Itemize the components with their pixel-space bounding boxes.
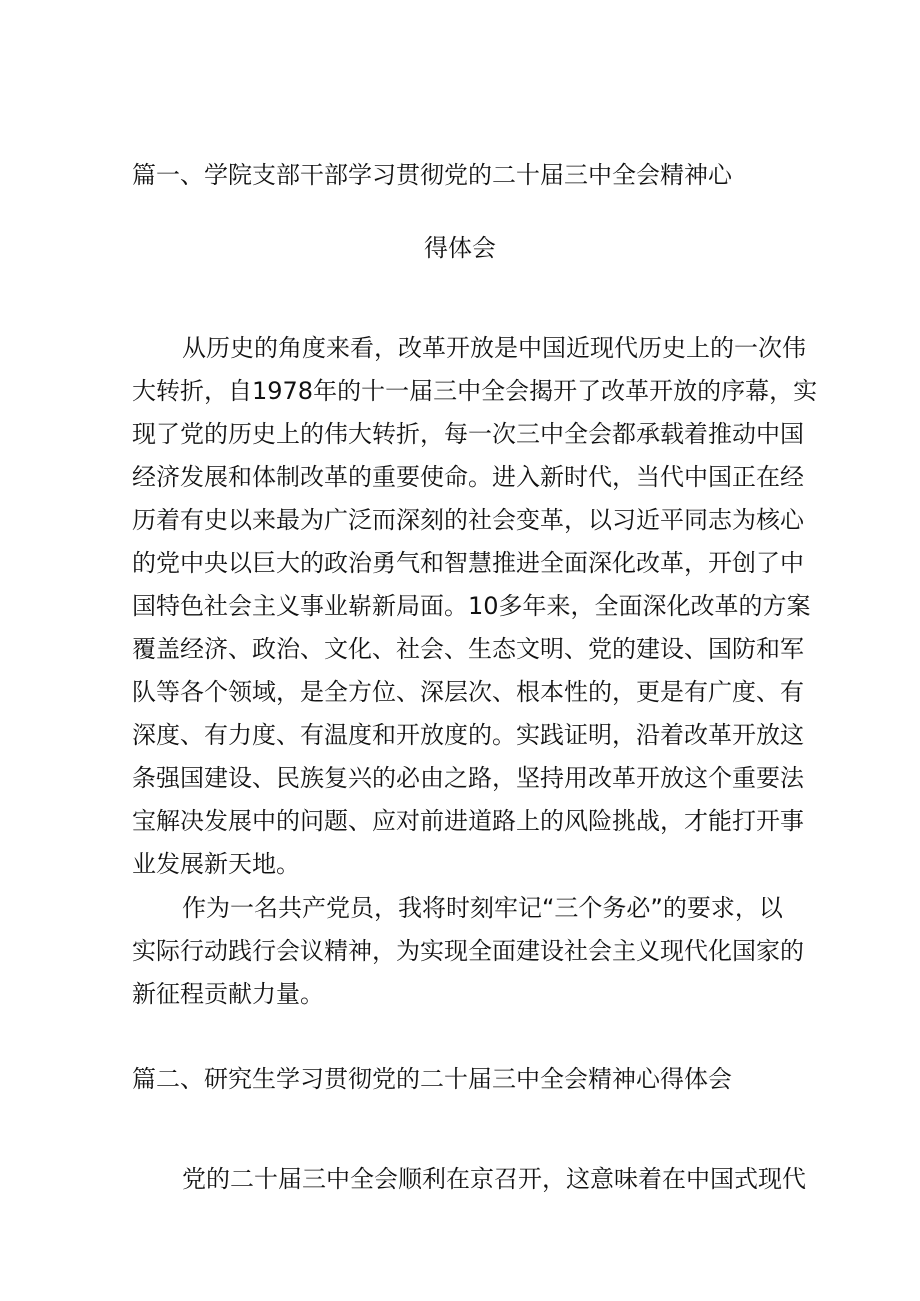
section1-p1-line: 条强国建设、民族复兴的必由之路，坚持用改革开放这个重要法 [132,764,804,792]
section2-p1-line: 党的二十届三中全会顺利在京召开，这意味着在中国式现代 [182,1165,806,1193]
section1-p1-line: 大转折，自1978年的十一届三中全会揭开了改革开放的序幕，实 [132,377,818,405]
section1-title-line1: 篇一、学院支部干部学习贯彻党的二十届三中全会精神心 [132,161,732,189]
section1-p1-line: 从历史的角度来看，改革开放是中国近现代历史上的一次伟 [182,334,806,362]
section1-p1-line: 队等各个领域，是全方位、深层次、根本性的，更是有广度、有 [132,678,804,706]
section1-p1-line: 宝解决发展中的问题、应对前进道路上的风险挑战，才能打开事 [132,807,804,835]
section1-p2-line: 作为一名共产党员，我将时刻牢记“三个务必”的要求，以 [182,894,783,922]
section1-p1-line: 深度、有力度、有温度和开放度的。实践证明，沿着改革开放这 [132,721,804,749]
section1-p1-line: 现了党的历史上的伟大转折，每一次三中全会都承载着推动中国 [132,420,804,448]
section1-p2-line: 新征程贡献力量。 [132,980,324,1008]
section1-p1-line: 覆盖经济、政治、文化、社会、生态文明、党的建设、国防和军 [132,635,804,663]
section1-p1-line: 历着有史以来最为广泛而深刻的社会变革，以习近平同志为核心 [132,506,804,534]
section1-p1-line: 经济发展和体制改革的重要使命。进入新时代，当代中国正在经 [132,463,804,491]
section1-p1-line: 业发展新天地。 [132,850,300,878]
section2-title: 篇二、研究生学习贯彻党的二十届三中全会精神心得体会 [132,1065,732,1093]
section1-title-line2: 得体会 [424,234,496,262]
section1-p1-line: 国特色社会主义事业崭新局面。10多年来，全面深化改革的方案 [132,592,811,620]
section1-p1-line: 的党中央以巨大的政治勇气和智慧推进全面深化改革，开创了中 [132,549,804,577]
section1-p2-line: 实际行动践行会议精神，为实现全面建设社会主义现代化国家的 [132,937,804,965]
